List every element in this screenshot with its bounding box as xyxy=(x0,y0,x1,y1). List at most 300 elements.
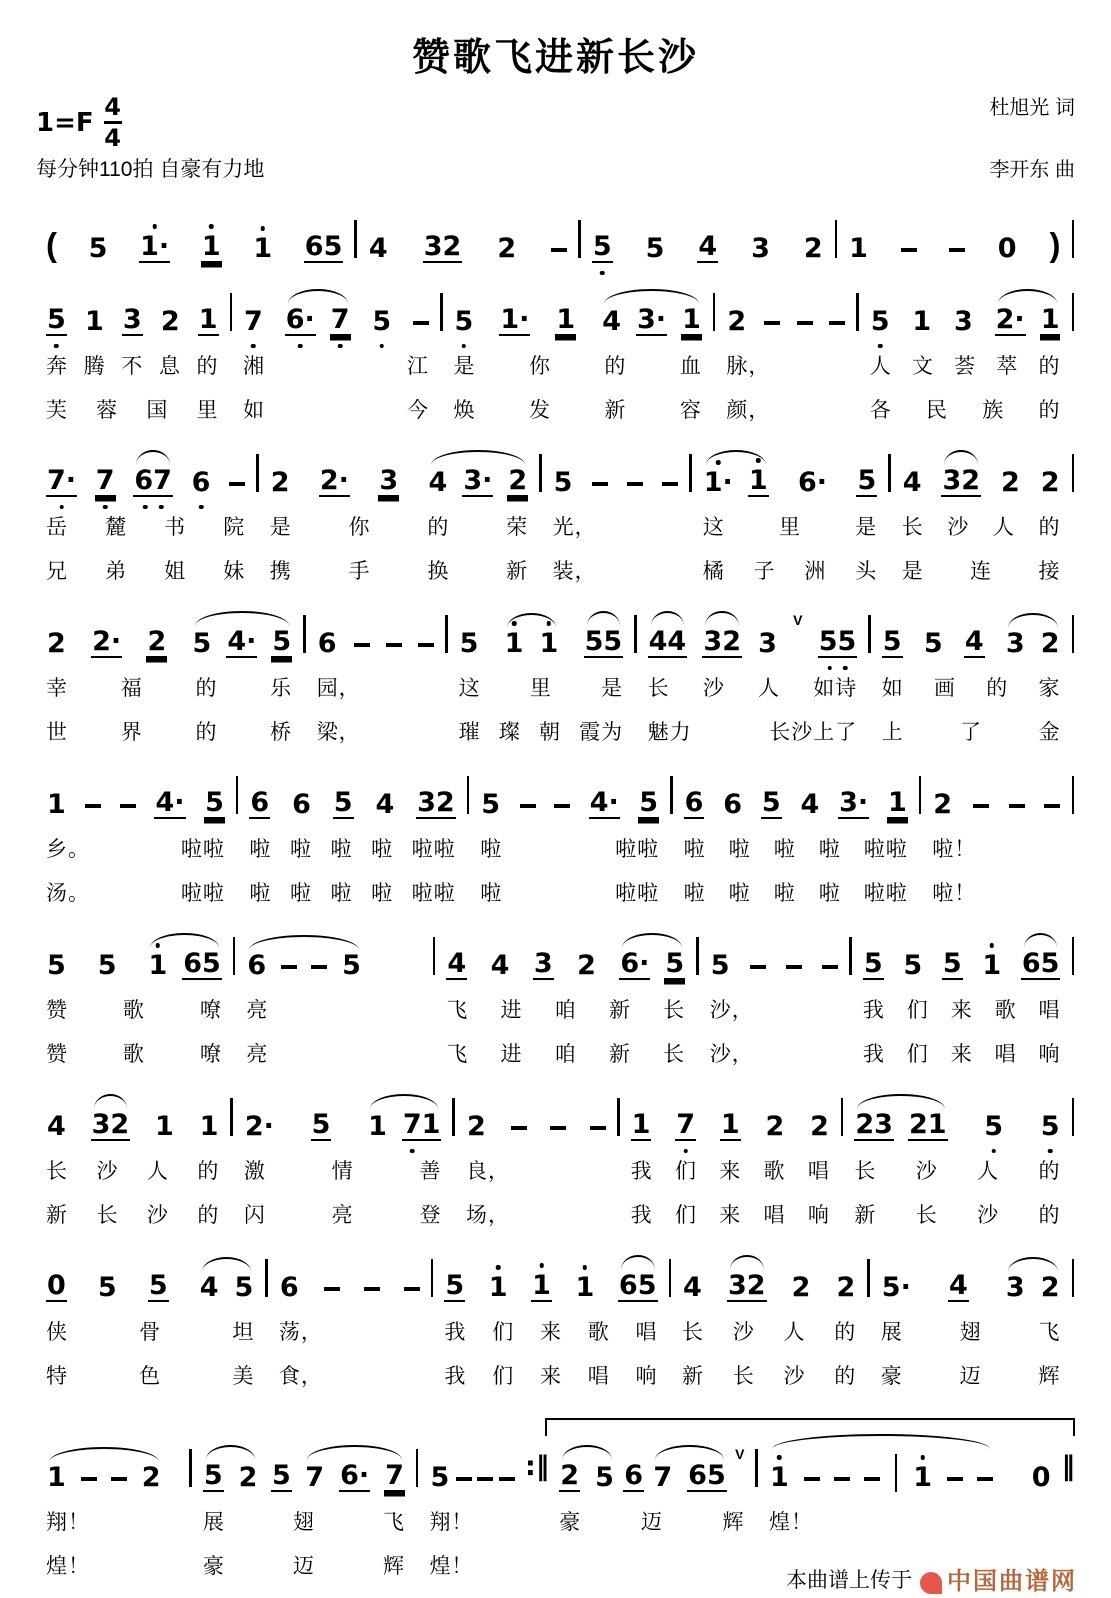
lyrics-row-1 xyxy=(759,1506,1062,1536)
barline xyxy=(1072,220,1075,258)
barline xyxy=(670,776,673,814)
note-glyph: 2 xyxy=(803,233,823,264)
note-glyph: 4 xyxy=(375,789,395,820)
lyric-syllable: 颜， xyxy=(726,399,771,422)
slur-group xyxy=(285,306,351,336)
lyric-syllable: 人 xyxy=(146,1160,169,1183)
lyrics-row-2 xyxy=(36,716,302,746)
breath-mark: V xyxy=(793,612,803,628)
lyrics-row-1 xyxy=(844,1155,1070,1185)
lyric-syllable: 歌 xyxy=(763,1160,786,1183)
barline xyxy=(1072,1098,1075,1136)
note-glyph: 5 xyxy=(342,950,361,981)
note-token xyxy=(589,789,620,819)
lyric-syllable: 沙， xyxy=(709,1043,754,1066)
barline xyxy=(416,1449,419,1487)
lyric-syllable: 家 xyxy=(1038,677,1061,700)
note-glyph: 4 xyxy=(428,467,448,498)
note-token xyxy=(594,1464,615,1492)
lyrics-row-1 xyxy=(260,511,538,541)
lyric-syllable: 善 xyxy=(419,1160,442,1183)
lyric-syllable: 新 xyxy=(46,1204,68,1227)
lyrics-row-1 xyxy=(871,1316,1071,1346)
barline xyxy=(303,615,306,653)
note-glyph: 4 xyxy=(368,233,388,264)
barline xyxy=(617,1098,620,1136)
lyrics-row-1 xyxy=(638,672,868,702)
note-glyph: 2 xyxy=(1040,1272,1060,1303)
note-token xyxy=(154,1113,175,1141)
lyrics-row-1 xyxy=(892,511,1071,541)
slur-group xyxy=(652,1462,726,1492)
note-token xyxy=(279,1274,300,1302)
note-glyph: 1 xyxy=(539,628,559,659)
note-token xyxy=(95,467,116,497)
lyric-syllable: 来 xyxy=(950,999,973,1022)
measure xyxy=(892,451,1071,585)
note-token xyxy=(454,308,475,336)
note-glyph: 5· xyxy=(881,1272,911,1303)
lyric-syllable: 乐 xyxy=(270,677,293,700)
note-glyph: 4 xyxy=(447,948,467,979)
notation-line xyxy=(36,773,1075,907)
lyric-syllable: 啦 xyxy=(728,838,751,861)
lyric-syllable: 长 xyxy=(854,1160,877,1183)
lyric-syllable: 的 xyxy=(1038,399,1061,422)
lyric-syllable: 飞 xyxy=(446,1043,469,1066)
lyric-syllable: 亮 xyxy=(246,1043,269,1066)
note-glyph: 2 xyxy=(508,465,528,496)
note-token xyxy=(923,630,944,658)
slur-group xyxy=(504,630,560,658)
barline xyxy=(634,615,637,653)
barline xyxy=(919,776,922,814)
lyric-syllable: 姐 xyxy=(164,560,187,583)
dash-note xyxy=(750,965,766,969)
watermark xyxy=(786,1568,1077,1598)
note-glyph: 1 xyxy=(47,1462,66,1493)
lyric-syllable: 长 xyxy=(663,1043,686,1066)
note-token xyxy=(374,791,395,819)
lyric-syllable: 啦啦 xyxy=(863,882,908,905)
note-token xyxy=(416,789,456,819)
lyrics-row-2 xyxy=(419,1550,525,1580)
note-token xyxy=(684,789,705,819)
measure xyxy=(838,217,1070,263)
note-token xyxy=(182,950,222,980)
slur-group xyxy=(703,467,769,497)
note-glyph: 1 xyxy=(748,465,768,496)
barline xyxy=(841,1098,844,1136)
barline xyxy=(669,1259,672,1297)
octave-dot-below xyxy=(827,666,832,671)
note-token xyxy=(576,952,597,980)
notes-row xyxy=(234,1095,452,1141)
note-glyph: 2 xyxy=(836,1272,856,1303)
octave-dot-below xyxy=(103,505,108,510)
dash-note xyxy=(973,804,989,808)
barline xyxy=(895,1454,898,1492)
lyrics-row-1 xyxy=(36,672,302,702)
note-glyph: 5 xyxy=(97,950,117,981)
lyric-syllable: 唱 xyxy=(587,1365,610,1388)
lyrics-row-1 xyxy=(672,1316,866,1346)
lyric-syllable: 展 xyxy=(202,1511,225,1534)
barline xyxy=(1072,293,1075,331)
slur-group xyxy=(559,1462,615,1492)
note-glyph: 65 xyxy=(688,1460,726,1491)
lyric-syllable: 唱 xyxy=(807,1160,830,1183)
lyric-syllable: 来 xyxy=(539,1321,562,1344)
lyric-syllable: 里 xyxy=(529,677,552,700)
lyric-syllable: 沙 xyxy=(732,1321,755,1344)
note-token xyxy=(854,1111,894,1141)
note-token xyxy=(912,1464,933,1492)
lyric-syllable: 界 xyxy=(120,721,143,744)
slur-group xyxy=(91,1111,131,1141)
slur-group xyxy=(304,1462,405,1492)
measure xyxy=(36,1446,188,1580)
dash-note xyxy=(804,1477,820,1481)
lyrics-row-2 xyxy=(543,555,689,585)
note-glyph: 1 xyxy=(849,233,868,264)
lyrics-row-1 xyxy=(36,1316,264,1346)
note-token xyxy=(638,789,659,819)
lyric-syllable: 世 xyxy=(46,721,68,744)
lyric-syllable: 进 xyxy=(500,999,523,1022)
note-token xyxy=(154,789,185,819)
lyric-syllable: 上 xyxy=(881,721,904,744)
note-token xyxy=(1031,1464,1052,1492)
notes-row xyxy=(36,1446,188,1492)
note-glyph: 2· xyxy=(92,626,122,657)
lyric-syllable: 的 xyxy=(197,1160,220,1183)
slur-group xyxy=(1005,630,1061,658)
note-token xyxy=(870,308,891,336)
note-glyph: 1 xyxy=(682,304,701,335)
note-token xyxy=(601,308,622,336)
note-token xyxy=(147,952,168,980)
note-token xyxy=(803,235,824,263)
lyric-syllable: 我 xyxy=(630,1160,653,1183)
note-glyph: 65 xyxy=(1021,948,1060,979)
note-glyph: 2 xyxy=(933,789,953,820)
note-glyph: 0 xyxy=(47,1270,66,1301)
note-token xyxy=(1005,1274,1026,1302)
lyric-syllable: 翅 xyxy=(292,1511,315,1534)
lyrics-row-1 xyxy=(36,511,255,541)
lyric-syllable: 啦啦 xyxy=(180,838,225,861)
note-token xyxy=(953,308,974,336)
second-ending-bracket xyxy=(549,1446,1075,1577)
lyric-syllable: 新 xyxy=(604,399,627,422)
note-token xyxy=(160,308,181,336)
note-glyph: 2 xyxy=(791,1272,811,1303)
note-token xyxy=(555,306,576,336)
lyric-syllable: 荣 xyxy=(506,516,529,539)
lyric-syllable: 歌 xyxy=(122,1043,145,1066)
note-glyph: 7 xyxy=(385,1460,404,1491)
note-token xyxy=(198,306,219,336)
lyric-syllable: 我 xyxy=(862,999,885,1022)
note-glyph: 2 xyxy=(47,628,66,659)
lyric-syllable: 们 xyxy=(906,999,929,1022)
barline xyxy=(689,454,692,492)
lyric-syllable: 今 xyxy=(407,399,430,422)
lyric-syllable: 江 xyxy=(407,355,430,378)
lyric-syllable: 们 xyxy=(492,1321,515,1344)
lyric-syllable: 人 xyxy=(977,1160,1000,1183)
lyric-syllable: 食， xyxy=(278,1365,323,1388)
note-glyph: 5 xyxy=(761,787,781,818)
note-glyph: 1 xyxy=(253,233,273,264)
lyrics-row-1 xyxy=(700,994,849,1024)
note-token xyxy=(84,308,105,336)
slur-group xyxy=(246,952,362,980)
notes-row xyxy=(36,451,255,497)
dash-note xyxy=(413,321,429,325)
lyric-syllable: 飞 xyxy=(1038,1321,1061,1344)
lyric-syllable: 啦 xyxy=(371,838,394,861)
lyric-syllable: 梁， xyxy=(316,721,361,744)
lyrics-row-1 xyxy=(444,350,712,380)
barline xyxy=(1072,615,1075,653)
octave-dot-above xyxy=(512,621,517,626)
note-token xyxy=(243,308,264,336)
note-token xyxy=(882,628,903,658)
barline xyxy=(539,454,542,492)
lyric-syllable: 桥 xyxy=(270,721,293,744)
lyric-syllable: 赞 xyxy=(46,1043,68,1066)
lyrics-row-2 xyxy=(871,1360,1071,1390)
note-token xyxy=(1005,630,1026,658)
notation-line xyxy=(36,612,1075,746)
lyric-syllable: 霞为 xyxy=(579,721,624,744)
lyric-syllable: 场， xyxy=(465,1204,510,1227)
lyric-syllable: 翅 xyxy=(959,1321,982,1344)
lyric-syllable: 是 xyxy=(901,560,924,583)
notes-row xyxy=(674,773,918,819)
note-glyph: 32 xyxy=(423,231,462,262)
octave-dot-below xyxy=(683,1149,688,1154)
note-glyph: 2 xyxy=(147,626,167,657)
lyric-syllable: 唱 xyxy=(994,1043,1017,1066)
note-glyph: 5 xyxy=(710,950,730,981)
note-glyph: 5 xyxy=(148,1270,168,1301)
lyrics-row-2 xyxy=(436,1038,695,1068)
lyric-syllable: 响 xyxy=(1038,1043,1061,1066)
barline xyxy=(445,615,448,653)
note-token xyxy=(702,628,742,658)
notes-row xyxy=(434,1256,667,1302)
lyric-syllable: 金 xyxy=(1038,721,1061,744)
lyric-syllable: 展 xyxy=(880,1321,903,1344)
note-glyph: 7· xyxy=(47,465,77,496)
note-glyph: 1 xyxy=(982,950,1002,981)
lyrics-row-2 xyxy=(434,1360,667,1390)
note-token xyxy=(964,628,985,658)
notes-row xyxy=(436,934,695,980)
lyric-syllable: 你 xyxy=(348,516,371,539)
barline xyxy=(888,454,891,492)
slur-group xyxy=(619,950,685,980)
lyric-syllable: 长 xyxy=(682,1321,705,1344)
lyrics-row-1 xyxy=(193,1506,415,1536)
octave-dot-above xyxy=(990,943,995,948)
lyrics-row-2 xyxy=(638,716,868,746)
note-token xyxy=(636,306,667,336)
note-glyph: 65 xyxy=(304,231,343,262)
notation-line xyxy=(36,217,1075,263)
lyrics-row-1 xyxy=(872,672,1071,702)
dash-note xyxy=(120,804,136,808)
note-glyph: 3 xyxy=(1005,1272,1025,1303)
dash-note xyxy=(456,1477,472,1481)
measure xyxy=(716,290,855,424)
note-token xyxy=(304,233,344,263)
lyric-syllable: 新 xyxy=(506,560,529,583)
note-glyph: 3 xyxy=(758,628,777,659)
octave-dot-above xyxy=(209,224,214,229)
lyric-syllable: 亮 xyxy=(331,1204,354,1227)
lyric-syllable: 换 xyxy=(427,560,450,583)
lyric-syllable: 的 xyxy=(1038,1204,1061,1227)
lyric-syllable: 啦 xyxy=(818,838,841,861)
note-glyph: 6 xyxy=(624,1460,644,1491)
notes-row xyxy=(759,1446,1062,1492)
lyric-syllable: 的 xyxy=(195,721,218,744)
lyrics-row-2 xyxy=(853,1038,1071,1068)
lyric-syllable: 啦啦 xyxy=(615,838,660,861)
note-token xyxy=(1040,1274,1061,1302)
lyrics-row-2 xyxy=(193,1550,415,1580)
lyric-syllable: 的 xyxy=(1038,516,1061,539)
note-token xyxy=(1040,469,1061,497)
lyric-syllable: 亮 xyxy=(246,999,269,1022)
slur-group xyxy=(648,628,688,658)
page-title: 赞歌飞进新长沙 xyxy=(411,37,699,79)
barline xyxy=(467,776,470,814)
lyric-syllable: 妹 xyxy=(223,560,246,583)
note-glyph: 5 xyxy=(1040,1111,1060,1142)
octave-dot-below xyxy=(843,666,848,671)
note-glyph: 2 xyxy=(1040,628,1060,659)
lyrics-row-2 xyxy=(621,1199,840,1229)
key-signature xyxy=(36,95,122,150)
slur-group xyxy=(1021,950,1061,980)
note-token xyxy=(271,628,292,658)
octave-dot-below xyxy=(462,344,467,349)
notes-row xyxy=(860,290,1071,336)
notes-row xyxy=(700,934,849,980)
lyrics-row-1 xyxy=(716,350,855,380)
note-glyph: 7 xyxy=(653,1462,673,1493)
lyric-syllable: 啦啦 xyxy=(863,838,908,861)
note-glyph: 1 xyxy=(488,1272,508,1303)
measure xyxy=(36,1095,229,1229)
measure xyxy=(700,934,849,1068)
lyric-syllable: 啦！ xyxy=(932,882,977,905)
notes-row xyxy=(444,290,712,336)
dash-note xyxy=(324,1287,340,1291)
lyrics-row-1 xyxy=(239,833,465,863)
measure xyxy=(36,773,235,907)
note-token xyxy=(1040,306,1061,336)
lyric-syllable: 是 xyxy=(855,516,878,539)
note-token xyxy=(252,235,273,263)
notation-line xyxy=(36,1446,1075,1580)
note-token xyxy=(836,1274,857,1302)
note-token xyxy=(148,1272,169,1302)
lyric-syllable: 朝 xyxy=(538,721,561,744)
lyric-syllable: 的 xyxy=(834,1365,857,1388)
note-token xyxy=(490,952,511,980)
lyric-syllable: 脉， xyxy=(726,355,771,378)
notes-row xyxy=(36,217,353,263)
lyric-syllable: 长 xyxy=(96,1204,119,1227)
lyric-syllable: 族 xyxy=(982,399,1005,422)
note-token xyxy=(538,630,559,658)
note-glyph: 2 xyxy=(466,1111,486,1142)
lyric-syllable: 各 xyxy=(869,399,892,422)
notes-row xyxy=(193,1446,415,1492)
dash-note xyxy=(550,1126,566,1130)
lyric-syllable: 的 xyxy=(195,677,218,700)
measure xyxy=(260,451,538,585)
lyric-syllable: 麓 xyxy=(105,516,128,539)
note-glyph: 4 xyxy=(602,306,622,337)
note-token xyxy=(592,233,613,263)
notes-row xyxy=(358,217,577,263)
octave-dot-below xyxy=(991,1149,996,1154)
note-glyph: 2· xyxy=(244,1111,274,1142)
lyric-syllable: 咱 xyxy=(554,1043,577,1066)
note-glyph: 0 xyxy=(1031,1462,1051,1493)
measure xyxy=(470,773,669,907)
dash-note xyxy=(281,965,297,969)
note-glyph: 3 xyxy=(954,306,973,337)
lyrics-row-2 xyxy=(860,394,1071,424)
site-logo xyxy=(920,1568,1077,1596)
lyrics-row-1 xyxy=(621,1155,840,1185)
note-token xyxy=(838,789,869,819)
note-glyph: 1 xyxy=(720,1109,740,1140)
slur-group xyxy=(367,1111,441,1141)
note-token xyxy=(462,467,493,497)
lyric-syllable: 长 xyxy=(46,1160,68,1183)
breath-mark: V xyxy=(735,1446,745,1462)
note-glyph: 5 xyxy=(870,306,890,337)
lyric-syllable: 发 xyxy=(528,399,551,422)
lyrics-row-1 xyxy=(36,1506,188,1536)
measure xyxy=(693,451,887,585)
lyrics-row-2 xyxy=(36,1199,229,1229)
note-token xyxy=(333,789,354,819)
measure xyxy=(307,612,444,746)
note-glyph: 55 xyxy=(818,626,857,657)
dash-note xyxy=(229,482,245,486)
slur-group xyxy=(854,1111,947,1141)
note-glyph: 3· xyxy=(839,787,869,818)
lyrics-row-2 xyxy=(922,877,1070,907)
note-glyph: 5 xyxy=(47,304,66,335)
lyric-syllable: 沙 xyxy=(146,1204,169,1227)
note-glyph: 4· xyxy=(155,787,185,818)
notes-row xyxy=(233,290,439,336)
notes-row xyxy=(470,773,669,819)
lyric-syllable: 荡， xyxy=(278,1321,323,1344)
note-token xyxy=(199,1113,220,1141)
